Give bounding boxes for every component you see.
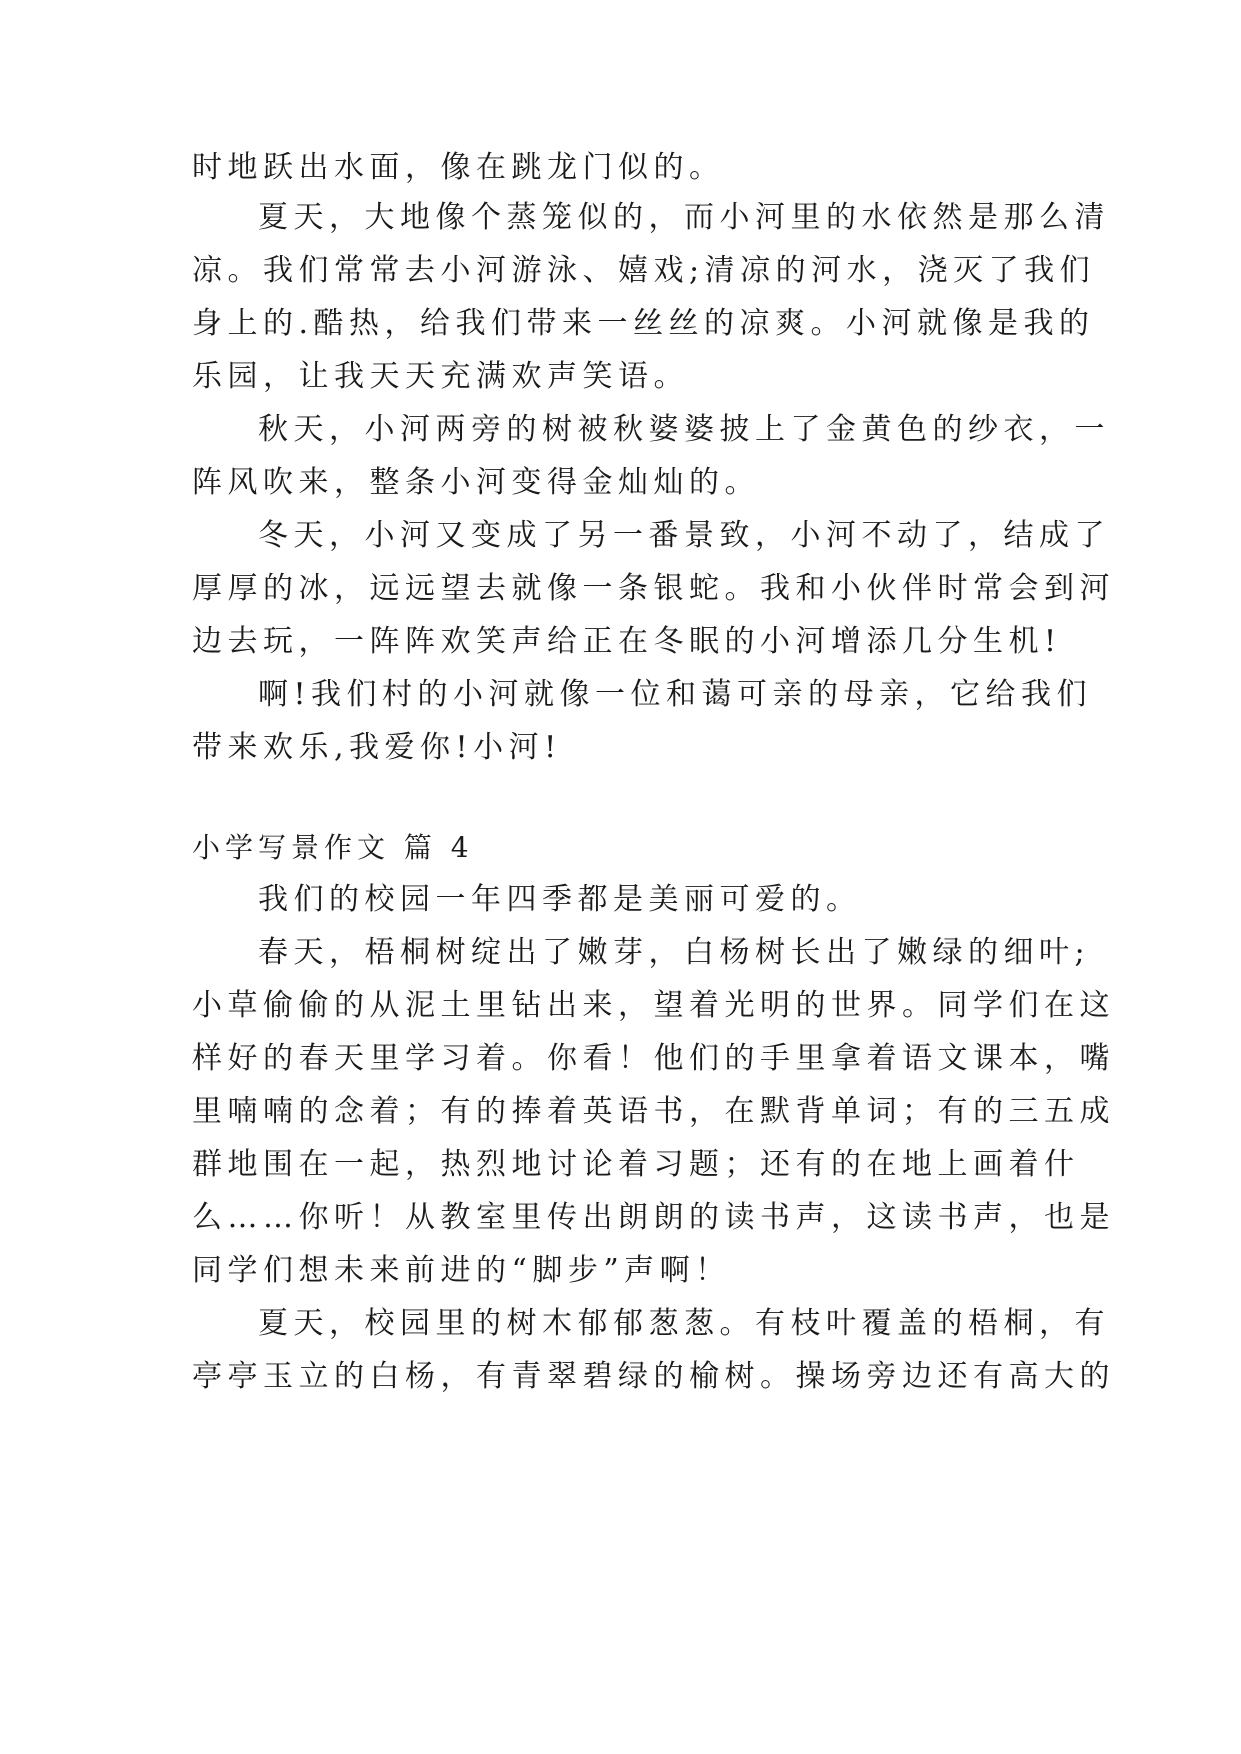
paragraph-line: 么……你听！从教室里传出朗朗的读书声，这读书声，也是 xyxy=(192,1200,1115,1235)
paragraph-line: 冬天，小河又变成了另一番景致，小河不动了，结成了 xyxy=(258,518,1110,553)
paragraph-line: 时地跃出水面，像在跳龙门似的。 xyxy=(192,150,725,185)
paragraph-line: 夏天，校园里的树木郁郁葱葱。有枝叶覆盖的梧桐，有 xyxy=(258,1306,1110,1341)
paragraph-line: 秋天，小河两旁的树被秋婆婆披上了金黄色的纱衣，一 xyxy=(258,412,1110,447)
paragraph-line: 样好的春天里学习着。你看！他们的手里拿着语文课本，嘴 xyxy=(192,1041,1115,1076)
paragraph-line: 凉。我们常常去小河游泳、嬉戏;清凉的河水，浇灭了我们 xyxy=(192,253,1096,288)
paragraph-line: 乐园，让我天天充满欢声笑语。 xyxy=(192,359,689,394)
paragraph-line: 群地围在一起，热烈地讨论着习题；还有的在地上画着什 xyxy=(192,1147,1080,1182)
paragraph-line: 夏天，大地像个蒸笼似的，而小河里的水依然是那么清 xyxy=(258,200,1110,235)
paragraph-line: 啊!我们村的小河就像一位和蔼可亲的母亲，它给我们 xyxy=(258,677,1093,712)
paragraph-line: 带来欢乐,我爱你!小河! xyxy=(192,730,562,765)
paragraph-line: 身上的.酷热，给我们带来一丝丝的凉爽。小河就像是我的 xyxy=(192,306,1095,341)
paragraph-line: 厚厚的冰，远远望去就像一条银蛇。我和小伙伴时常会到河 xyxy=(192,571,1115,606)
paragraph-line: 阵风吹来，整条小河变得金灿灿的。 xyxy=(192,465,760,500)
paragraph-line: 我们的校园一年四季都是美丽可爱的。 xyxy=(258,882,862,917)
paragraph-line: 小草偷偷的从泥土里钻出来，望着光明的世界。同学们在这 xyxy=(192,988,1115,1023)
paragraph-line: 同学们想未来前进的“脚步”声啊！ xyxy=(192,1253,731,1288)
section-title: 小学写景作文 篇 4 xyxy=(192,831,474,864)
paragraph-line: 里喃喃的念着；有的捧着英语书，在默背单词；有的三五成 xyxy=(192,1094,1115,1129)
paragraph-line: 亭亭玉立的白杨，有青翠碧绿的榆树。操场旁边还有高大的 xyxy=(192,1359,1115,1394)
paragraph-line: 边去玩，一阵阵欢笑声给正在冬眠的小河增添几分生机! xyxy=(192,624,1062,659)
paragraph-line: 春天，梧桐树绽出了嫩芽，白杨树长出了嫩绿的细叶; xyxy=(258,935,1091,970)
